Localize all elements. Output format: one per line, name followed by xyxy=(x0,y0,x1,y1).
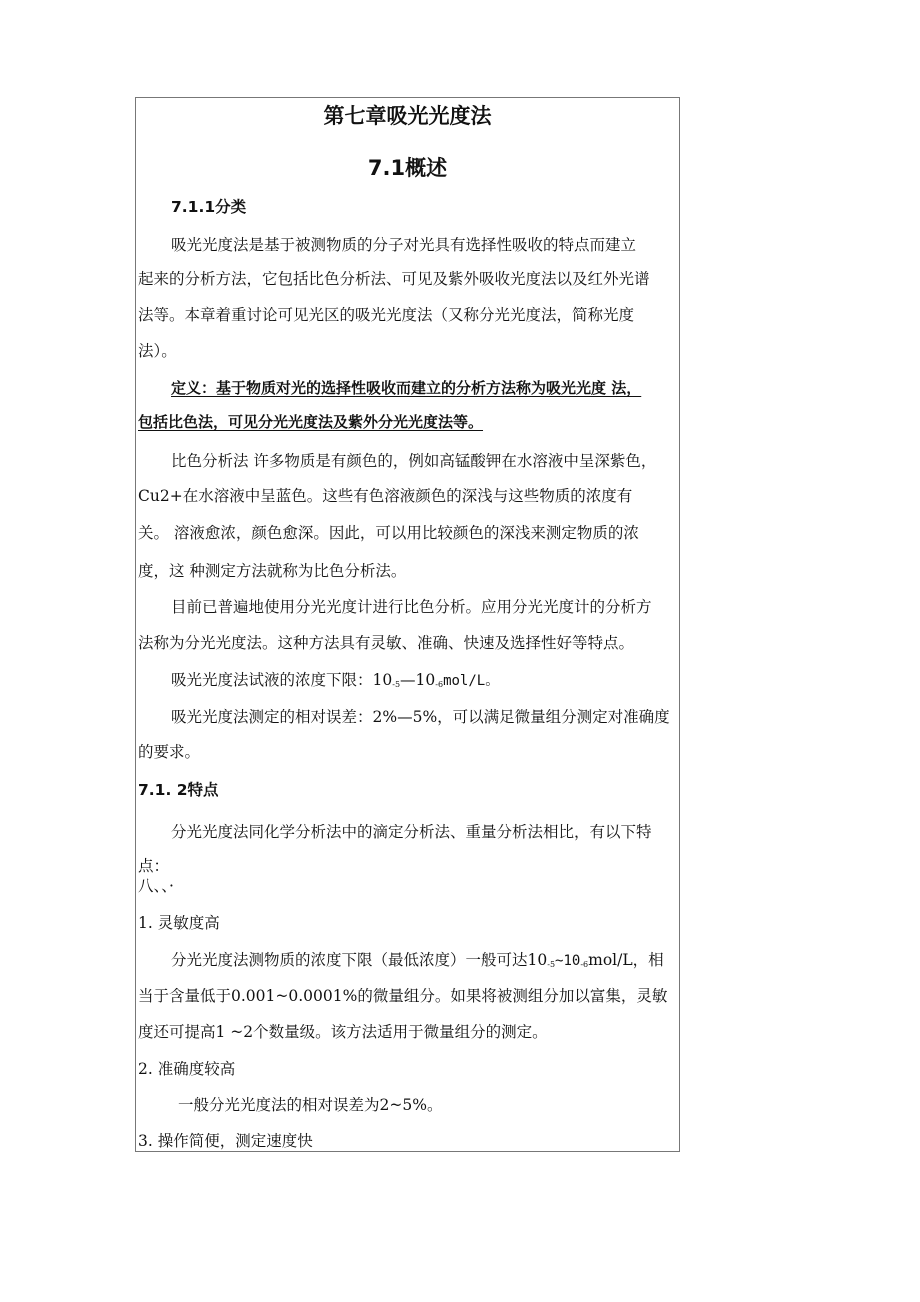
paragraph-line: 的要求。 xyxy=(138,743,201,761)
paragraph-line: 法等。本章着重讨论可见光区的吸光光度法（又称分光光度法，简称光度 xyxy=(138,306,635,324)
paragraph-line: 一般分光光度法的相对误差为2~5%。 xyxy=(178,1096,443,1114)
paragraph-line: 点： xyxy=(138,857,170,875)
p6-prefix: 分光光度法测物质的浓度下限（最低浓度）一般可达10 xyxy=(171,951,548,969)
paragraph-line: 关。 溶液愈浓，颜色愈深。因此，可以用比较颜色的深浅来测定物质的浓 xyxy=(138,524,639,542)
definition-line: 包括比色法，可见分光光度法及紫外分光光度法等。 xyxy=(138,413,484,431)
paragraph-line: 比色分析法 许多物质是有颜色的，例如高锰酸钾在水溶液中呈深紫色， xyxy=(171,452,657,470)
paragraph-line: 吸光光度法测定的相对误差：2%—5%，可以满足微量组分测定对准确度 xyxy=(171,708,670,726)
subsection-heading-1: 7.1.1分类 xyxy=(171,198,247,216)
concentration-limit-line xyxy=(171,670,499,695)
p6-mid: ~10 xyxy=(555,953,581,969)
limit-mid: —10 xyxy=(400,671,436,689)
section-title: 7.1概述 xyxy=(367,156,448,180)
paragraph-line: Cu2+在水溶液中呈蓝色。这些有色溶液颜色的深浅与这些物质的浓度有 xyxy=(138,487,633,505)
p6-exponent-1: -5 xyxy=(547,960,556,969)
list-item-1: 1. 灵敏度高 xyxy=(138,914,220,932)
paragraph-line: 目前已普遍地使用分光光度计进行比色分析。应用分光光度计的分析方 xyxy=(171,598,652,616)
list-item-3: 3. 操作简便，测定速度快 xyxy=(138,1132,313,1150)
p6-suffix: mol/L，相 xyxy=(588,951,664,969)
subsection-heading-2: 7.1. 2特点 xyxy=(138,781,219,799)
paragraph-line: 分光光度法同化学分析法中的滴定分析法、重量分析法相比，有以下特 xyxy=(171,823,652,841)
chapter-title: 第七章吸光光度法 xyxy=(323,104,492,128)
p6-exponent-2: -6 xyxy=(580,960,589,969)
sensitivity-line xyxy=(171,950,664,975)
limit-exponent-1: -5 xyxy=(392,680,401,689)
list-item-2: 2. 准确度较高 xyxy=(138,1060,236,1078)
limit-exponent-2: -6 xyxy=(435,680,444,689)
definition-line: 定义：基于物质对光的选择性吸收而建立的分析方法称为吸光光度 法， xyxy=(171,379,642,397)
limit-suffix: mol/L。 xyxy=(443,673,500,689)
limit-prefix: 吸光光度法试液的浓度下限：10 xyxy=(171,671,393,689)
paragraph-line: 法称为分光光度法。这种方法具有灵敏、准确、快速及选择性好等特点。 xyxy=(138,634,635,652)
paragraph-line: 八、、· xyxy=(138,877,174,895)
paragraph-line: 度，这 种测定方法就称为比色分析法。 xyxy=(138,562,407,580)
paragraph-line: 当于含量低于0.001~0.0001%的微量组分。如果将被测组分加以富集，灵敏 xyxy=(138,987,668,1005)
paragraph-line: 法）。 xyxy=(138,342,177,360)
paragraph-line: 起来的分析方法，它包括比色分析法、可见及紫外吸收光度法以及红外光谱 xyxy=(138,270,650,288)
paragraph-line: 度还可提高1 ~2个数量级。该方法适用于微量组分的测定。 xyxy=(138,1023,548,1041)
paragraph-line: 吸光光度法是基于被测物质的分子对光具有选择性吸收的特点而建立 xyxy=(171,236,637,254)
